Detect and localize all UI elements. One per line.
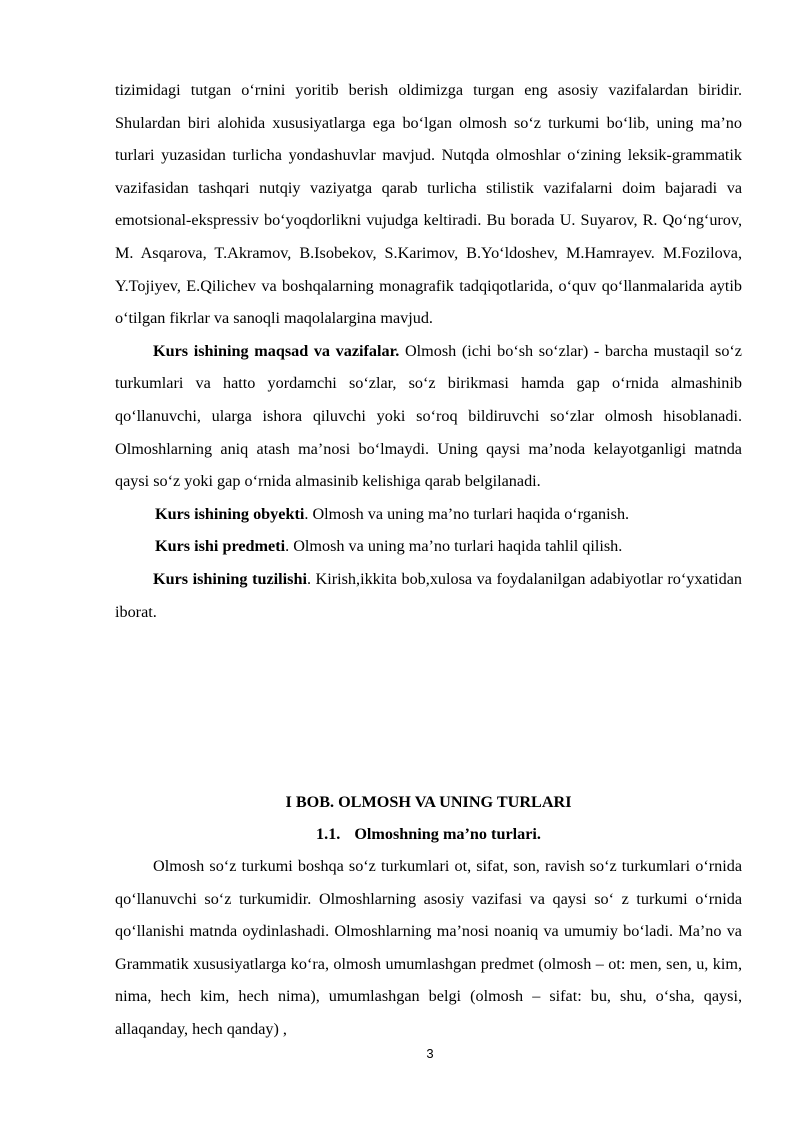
chapter-title: I BOB. OLMOSH VA UNING TURLARI bbox=[285, 793, 572, 811]
goal-label: Kurs ishining maqsad va vazifalar. bbox=[153, 341, 400, 360]
goal-text: Olmosh (ichi bo‘sh so‘zlar) - barcha mustaqil so‘z turkumlari va hatto yordamchi so‘zlar, so‘z birikmasi hamda gap o‘rnida almashinib qo‘llanuvchi, ularga ishora qiluvchi yoki so‘roq bildiruvchi so‘zlar olmosh hisoblanadi. Olmoshlarning aniq atash ma’nosi bo‘lmaydi. Uning qaysi ma’noda kelayotganligi matnda qaysi so‘z yoki gap o‘rnida almasinib kelishiga qarab belgilanadi. bbox=[115, 341, 742, 491]
subject-label: Kurs ishi predmeti bbox=[155, 537, 286, 556]
paragraph-structure bbox=[115, 563, 742, 628]
section-heading bbox=[115, 818, 742, 851]
paragraph-object bbox=[115, 498, 742, 531]
subject-text: . Olmosh va uning ma’no turlari haqida tahlil qilish. bbox=[285, 537, 623, 556]
section-number: 1.1. bbox=[316, 825, 341, 843]
paragraph-subject bbox=[115, 530, 742, 563]
page-number: 3 bbox=[426, 1046, 434, 1061]
paragraph-intro: tizimidagi tutgan o‘rnini yoritib berish oldimizga turgan eng asosiy vazifalardan biridir. Shulardan biri alohida xususiyatlarga ega bo‘lgan olmosh so‘z turkumi bo‘lib, uning ma’no turlari yuzasidan turlicha yondashuvlar mavjud. Nutqda olmoshlar o‘zining leksik-grammatik vazifasidan tashqari nutqiy vaziyatga qarab turlicha stilistik vazifalarni doim bajaradi va emotsional-ekspressiv bo‘yoqdorlikni vujudga keltiradi. Bu borada U. Suyarov, R. Qo‘ng‘urov, M. Asqarova, T.Akramov, B.Isobekov, S.Karimov, B.Yo‘ldoshev, M.Hamrayev. M.Fozilova, Y.Tojiyev, E.Qilichev va boshqalarning monagrafik tadqiqotlarida, o‘quv qo‘llanmalarida aytib o‘tilgan fikrlar va sanoqli maqolalargina mavjud. bbox=[115, 81, 742, 328]
chapter-text bbox=[115, 850, 742, 1046]
structure-text: . Kirish,ikkita bob,xulosa va foydalanilgan adabiyotlar ro‘yxatidan iborat. bbox=[115, 569, 742, 621]
intro-text bbox=[115, 74, 742, 628]
object-text: . Olmosh va uning ma’no turlari haqida o‘rganish. bbox=[304, 504, 630, 523]
paragraph-chapter: Olmosh so‘z turkumi boshqa so‘z turkumlari ot, sifat, son, ravish so‘z turkumlari o‘rnida qo‘llanuvchi so‘z turkumidir. Olmoshlarning asosiy vazifasi va qaysi so‘ z turkumi o‘rnida qo‘llanishi matnda oydinlashadi. Olmoshlarning ma’nosi noaniq va umumiy bo‘ladi. Ma’no va Grammatik xususiyatlarga ko‘ra, olmosh umumlashgan predmet (olmosh – ot: men, sen, u, kim, nima, hech kim, hech nima), umumlashgan belgi (olmosh – sifat: bu, shu, o‘sha, qaysi, allaqanday, hech qanday) , bbox=[115, 857, 742, 1038]
section-title: Olmoshning ma’no turlari. bbox=[354, 825, 541, 843]
structure-label: Kurs ishining tuzilishi bbox=[153, 569, 307, 588]
paragraph-goal bbox=[115, 335, 742, 498]
object-label: Kurs ishining obyekti bbox=[155, 504, 305, 523]
